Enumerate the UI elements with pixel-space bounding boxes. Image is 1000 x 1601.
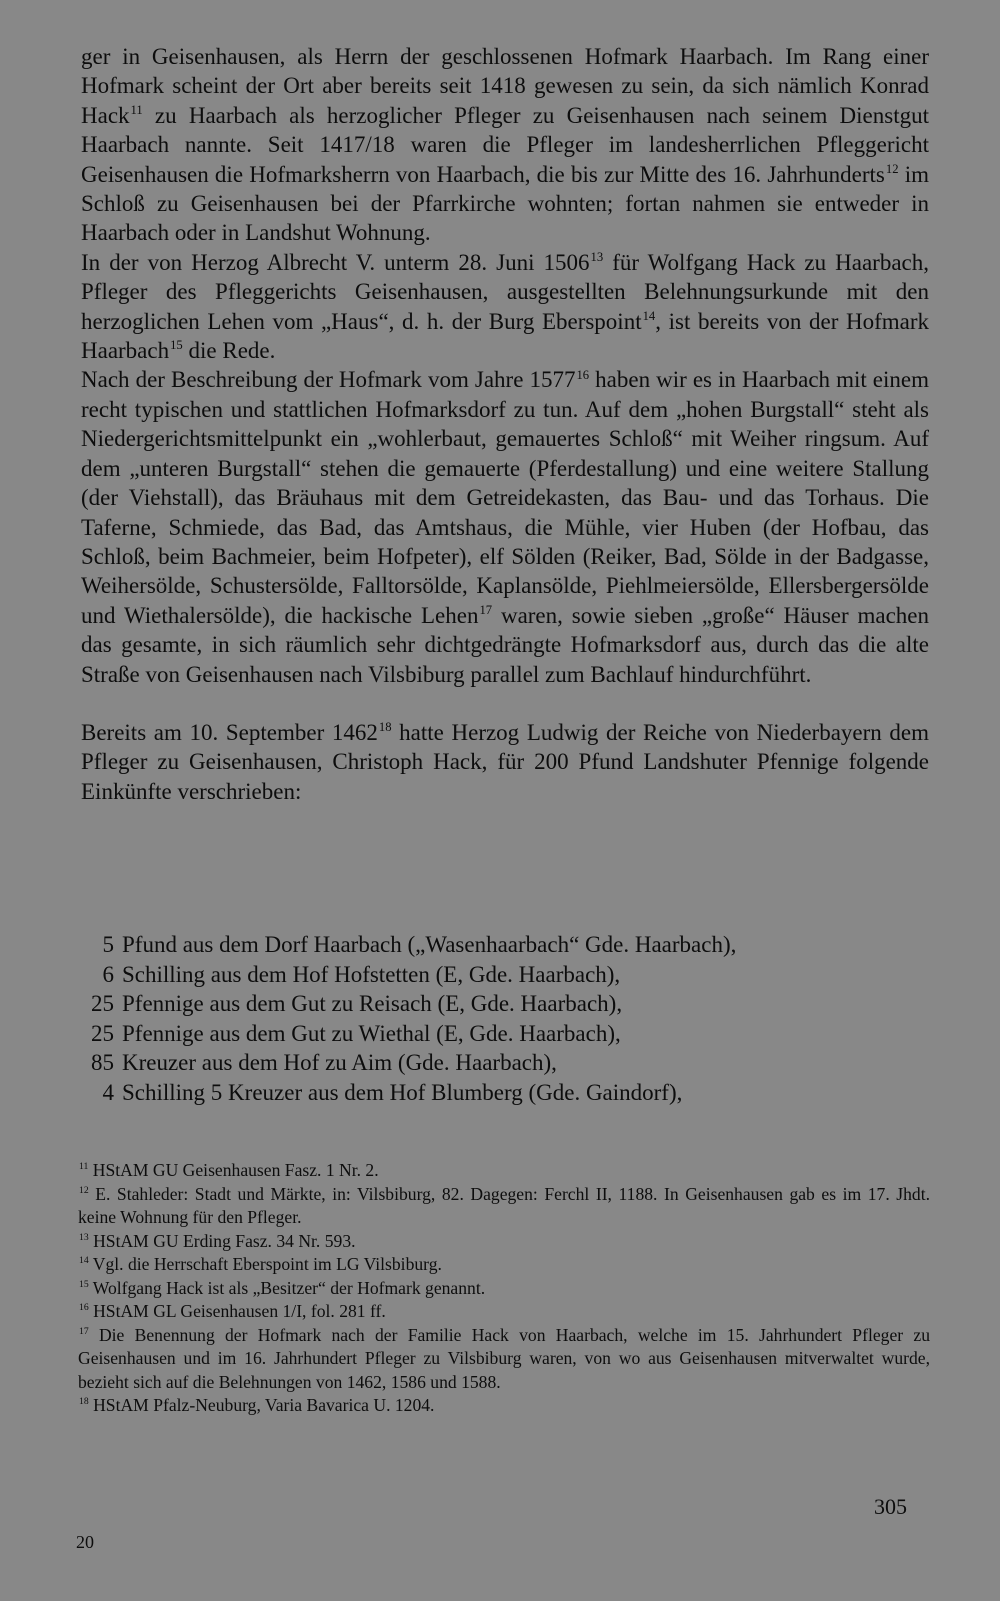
- list-item: 25 Pfennige aus dem Gut zu Reisach (E, Gde. Haarbach),: [91, 991, 623, 1017]
- body-text: [81, 42, 929, 806]
- list-item: 25 Pfennige aus dem Gut zu Wiethal (E, Gde. Haarbach),: [91, 1020, 621, 1046]
- footnote: $^{11}$ HStAM GU Geisenhausen Fasz. 1 Nr. 2.: [79, 1160, 379, 1180]
- income-list: [80, 930, 928, 1108]
- list-item: 6 Schilling aus dem Hof Hofstetten (E, Gde. Haarbach),: [102, 961, 621, 987]
- signature-mark: 20: [76, 1532, 94, 1552]
- footnote-ref-14: 14: [642, 308, 656, 323]
- paragraph-2: In der von Herzog Albrecht V. unterm 28. Juni 1506$^{13}$ für Wolfgang Hack zu Haarbach, Pfleger des Pfleggerichts Geisenhausen, ausgestellten Belehnungsurkunde mit den herzoglichen Lehen vom „Haus“, d. h. der Burg Eberspoint$^{14}$, ist bereits von der Hofmark Haarbach$^{15}$ die Rede.: [81, 249, 929, 364]
- footnote-ref-16: 16: [576, 367, 590, 382]
- page-number: 305: [874, 1494, 907, 1519]
- list-item: 4 Schilling 5 Kreuzer aus dem Hof Blumberg (Gde. Gaindorf),: [102, 1079, 683, 1105]
- footnote: $^{12}$ E. Stahleder: Stadt und Märkte, in: Vilsbiburg, 82. Dagegen: Ferchl II, 1188. In Geisenhausen gab es im 17. Jhdt. keine Wohnung für den Pfleger.: [78, 1183, 930, 1227]
- list-item: 5 Pfund aus dem Dorf Haarbach („Wasenhaarbach“ Gde. Haarbach),: [102, 932, 737, 957]
- footnote-ref-11: 11: [130, 102, 143, 117]
- footnote: $^{17}$ Die Benennung der Hofmark nach der Familie Hack von Haarbach, welche im 15. Jahrhundert Pfleger zu Geisenhausen und im 16. Jahrhundert Pfleger zu Vilsbiburg waren, von wo aus Geisenhausen mitverwaltet wurde, bezieht sich auf die Belehnungen von 1462, 1586 und 1588.: [78, 1324, 930, 1392]
- list-item: 85 Kreuzer aus dem Hof zu Aim (Gde. Haarbach),: [91, 1050, 557, 1076]
- footnote: $^{15}$ Wolfgang Hack ist als „Besitzer“ der Hofmark genannt.: [79, 1277, 486, 1298]
- footnote-ref-18: 18: [378, 720, 392, 735]
- paragraph-3: Nach der Beschreibung der Hofmark vom Jahre 1577$^{16}$ haben wir es in Haarbach mit einem recht typischen und stattlichen Hofmarksdorf zu tun. Auf dem „hohen Burgstall“ steht als Niedergerichtsmittelpunkt ein „wohlerbaut, gemauertes Schloß“ mit Weiher ringsum. Auf dem „unteren Burgstall“ stehen die gemauerte (Pferdestallung) und eine weitere Stallung (der Viehstall), das Bräuhaus mit dem Getreidekasten, das Bau- und das Torhaus. Die Taferne, Schmiede, das Bad, das Amtshaus, die Mühle, vier Huben (der Hofbau, das Schloß, beim Bachmeier, beim Hofpeter), elf Sölden (Reiker, Bad, Sölde in der Badgasse, Weihersölde, Schustersölde, Falltorsölde, Kaplansölde, Piehlmeiersölde, Ellersbergersölde und Wiethalersölde), die hackische Lehen$^{17}$ waren, sowie sieben „große“ Häuser machen das gesamte, in sich räumlich sehr dichtgedrängte Hofmarksdorf aus, durch das die alte Straße von Geisenhausen nach Vilsbiburg parallel zum Bachlauf hindurchführt.: [81, 367, 930, 687]
- footnote-ref-12: 12: [885, 161, 899, 176]
- paragraph-4: Bereits am 10. September 1462$^{18}$ hatte Herzog Ludwig der Reiche von Niederbayern dem Pfleger zu Geisenhausen, Christoph Hack, für 200 Pfund Landshuter Pfennige folgende Einkünfte verschrieben:: [81, 719, 930, 804]
- paragraph-1: ger in Geisenhausen, als Herrn der geschlossenen Hofmark Haarbach. Im Rang einer Hofmark scheint der Ort aber bereits seit 1418 gewesen zu sein, da sich nämlich Konrad Hack$^{11}$ zu Haarbach als herzoglicher Pfleger zu Geisenhausen nach seinem Dienstgut Haarbach nannte. Seit 1417/18 waren die Pfleger im landesherrlichen Pfleggericht Geisenhausen die Hofmarksherrn von Haarbach, die bis zur Mitte des 16. Jahrhunderts$^{12}$ im Schloß zu Geisenhausen bei der Pfarrkirche wohnten; fortan nahmen sie entweder in Haarbach oder in Landshut Wohnung.: [81, 44, 930, 246]
- footnote-ref-15: 15: [170, 338, 183, 353]
- footnote: $^{14}$ Vgl. die Herrschaft Eberspoint im LG Vilsbiburg.: [79, 1254, 442, 1274]
- footnote-ref-17: 17: [479, 602, 493, 617]
- footnotes: [78, 1159, 930, 1418]
- footnote-ref-13: 13: [590, 250, 604, 264]
- footnote: $^{13}$ HStAM GU Erding Fasz. 34 Nr. 593.: [79, 1230, 356, 1251]
- footnote: $^{18}$ HStAM Pfalz-Neuburg, Varia Bavarica U. 1204.: [79, 1395, 435, 1415]
- footnote: $^{16}$ HStAM GL Geisenhausen 1/I, fol. 281 ff.: [79, 1301, 386, 1321]
